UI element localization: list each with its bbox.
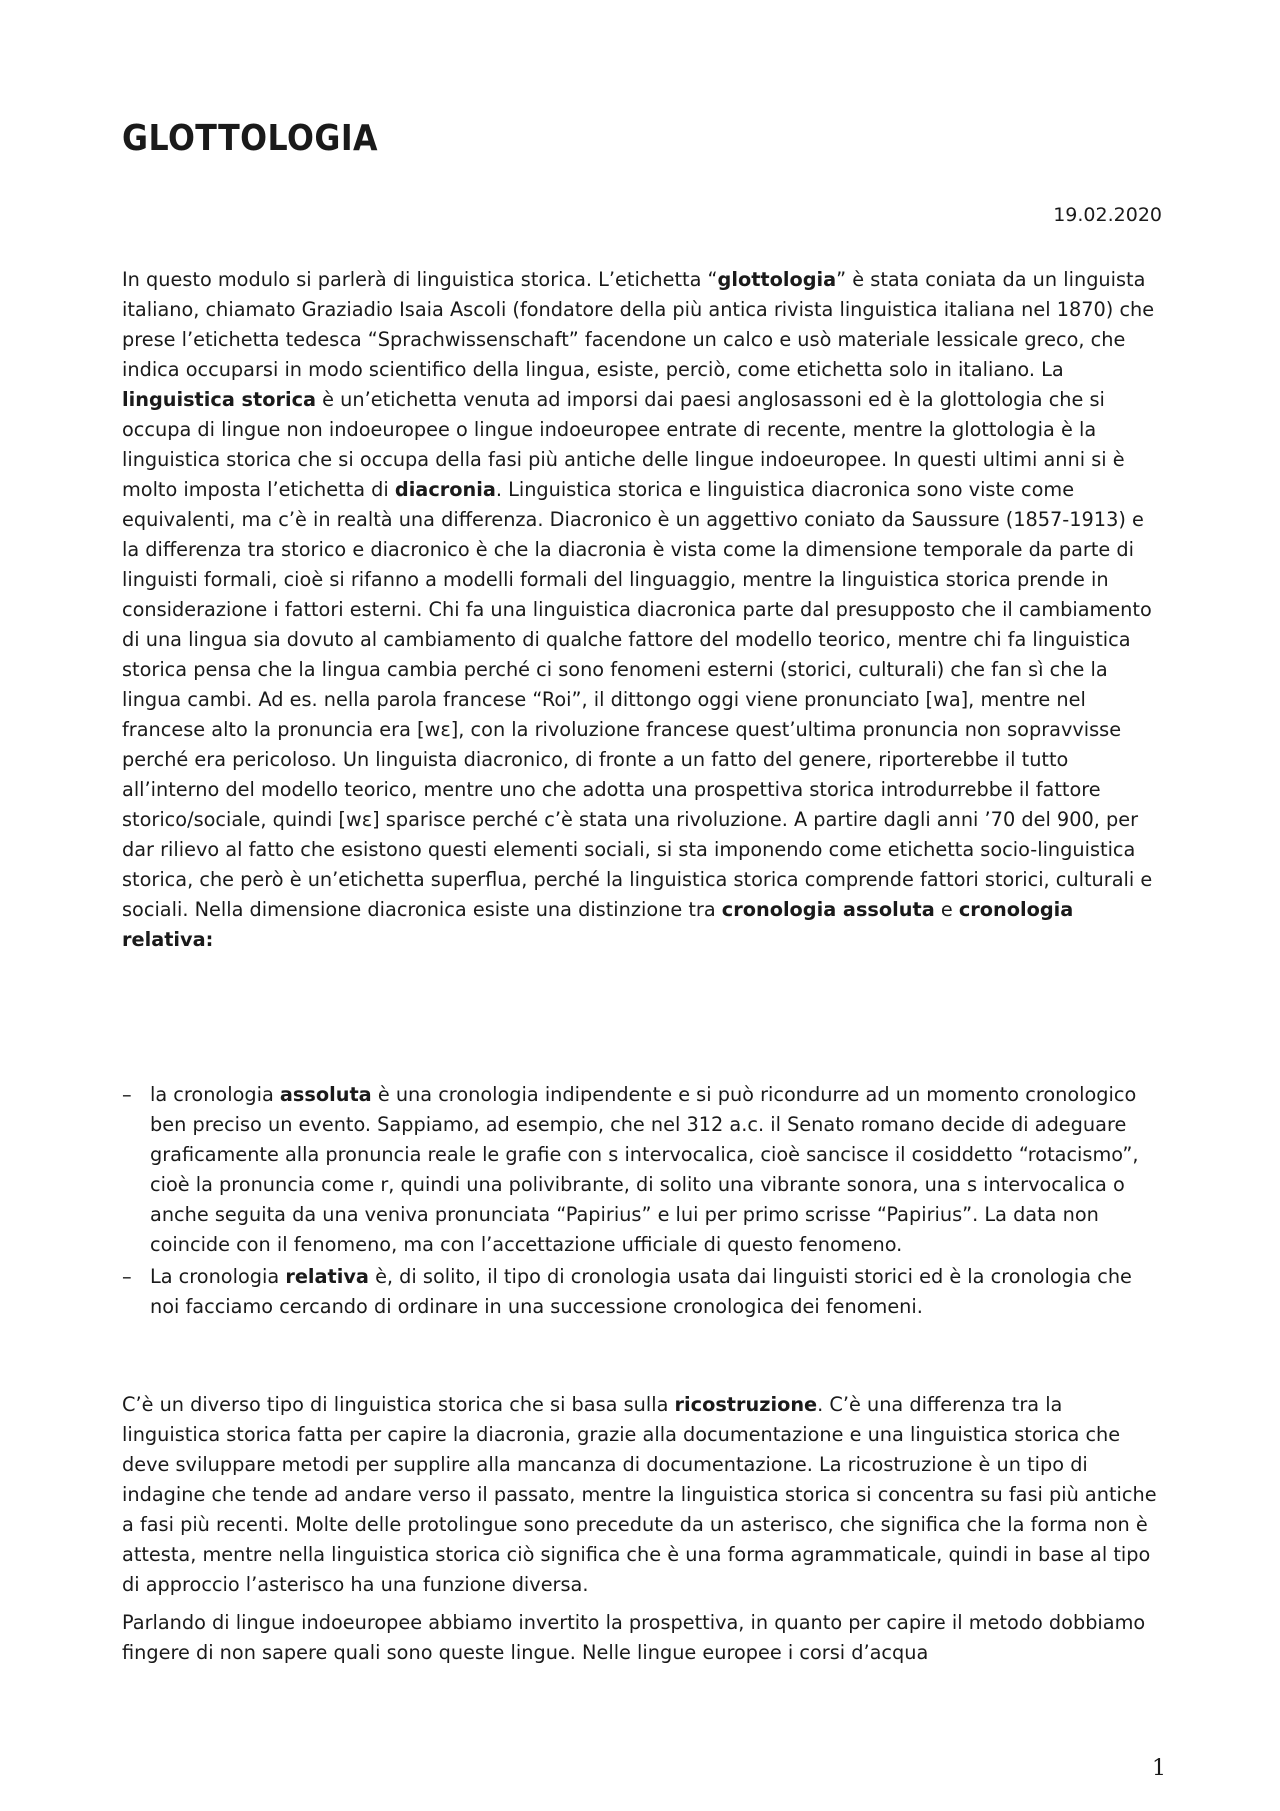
text-run: è, di solito, il tipo di cronologia usata dai linguisti storici ed è la cronologia che noi facciamo cercando di ordinare in una successione cronologica dei fenomeni. [150, 1265, 1132, 1318]
term-cronologia-relativa: cronologia relativa: [122, 898, 1074, 951]
term-glottologia: glottologia [717, 268, 837, 291]
list-item [122, 1262, 1160, 1322]
term-linguistica-storica: linguistica storica [122, 388, 317, 411]
text-run: In questo modulo si parlerà di linguistica storica. L’etichetta “ [122, 268, 718, 291]
term-ricostruzione: ricostruzione [674, 1393, 818, 1416]
term-cronologia-assoluta: cronologia assoluta [721, 898, 935, 921]
term-assoluta: assoluta [279, 1083, 372, 1106]
chronology-list [122, 1080, 1160, 1324]
text-run: La cronologia [150, 1265, 286, 1288]
list-item [122, 1080, 1160, 1260]
paragraph-intro [122, 265, 1160, 955]
text-run: e [934, 898, 959, 921]
document-title: GLOTTOLOGIA [122, 118, 379, 159]
paragraph-indoeuropee: Parlando di lingue indoeuropee abbiamo invertito la prospettiva, in quanto per capire il metodo dobbiamo fingere di non sapere quali sono queste lingue. Nelle lingue europee i corsi d’acqua [122, 1611, 1146, 1664]
paragraph-ricostruzione [122, 1390, 1160, 1600]
text-run: ” è stata coniata da un linguista italiano, chiamato Graziadio Isaia Ascoli (fondatore della più antica rivista linguistica italiana nel 1870) che prese l’etichetta tedesca “Sprachwissenschaft” facendone un calco e usò materiale lessicale greco, che indica occuparsi in modo scientifico della lingua, esiste, perciò, come etichetta solo in italiano. La [122, 268, 1155, 381]
term-relativa: relativa [285, 1265, 369, 1288]
text-run: . C’è una differenza tra la linguistica storica fatta per capire la diacronia, grazie alla documentazione e una linguistica storica che deve sviluppare metodi per supplire alla mancanza di documentazione. La ricostruzione è un tipo di indagine che tende ad andare verso il passato, mentre la linguistica storica si concentra su fasi più antiche a fasi più recenti. Molte delle protolingue sono precedute da un asterisco, che significa che la forma non è attesta, mentre nella linguistica storica ciò significa che è una forma agrammaticale, quindi in base al tipo di approccio l’asterisco ha una funzione diversa. [122, 1393, 1157, 1596]
document-date: 19.02.2020 [1053, 204, 1162, 226]
term-diacronia: diacronia [394, 478, 496, 501]
text-run: C’è un diverso tipo di linguistica storica che si basa sulla [122, 1393, 675, 1416]
page-number: 1 [1152, 1756, 1166, 1781]
text-run: la cronologia [150, 1083, 280, 1106]
text-run: è una cronologia indipendente e si può ricondurre ad un momento cronologico ben preciso un evento. Sappiamo, ad esempio, che nel 312 a.c. il Senato romano decide di adeguare graficamente alla pronuncia reale le grafie con s intervocalica, cioè sancisce il cosiddetto “rotacismo”, cioè la pronuncia come r, quindi una polivibrante, di solito una vibrante sonora, una s intervocalica o anche seguita da una veniva pronunciata “Papirius” e lui per primo scrisse “Papirius”. La data non coincide con il fenomeno, ma con l’accettazione ufficiale di questo fenomeno. [150, 1083, 1139, 1256]
text-run: è un’etichetta venuta ad imporsi dai paesi anglosassoni ed è la glottologia che si occupa di lingue non indoeuropee o lingue indoeuropee entrate di recente, mentre la glottologia è la linguistica storica che si occupa della fasi più antiche delle lingue indoeuropee. In questi ultimi anni si è molto imposta l’etichetta di [122, 388, 1125, 501]
dash-bullet: – [122, 1083, 132, 1106]
dash-bullet: – [122, 1265, 132, 1288]
text-run: . Linguistica storica e linguistica diacronica sono viste come equivalenti, ma c’è in realtà una differenza. Diacronico è un aggettivo coniato da Saussure (1857-1913) e la differenza tra storico e diacronico è che la diacronia è vista come la dimensione temporale da parte di linguisti formali, cioè si rifanno a modelli formali del linguaggio, mentre la linguistica storica prende in considerazione i fattori esterni. Chi fa una linguistica diacronica parte dal presupposto che il cambiamento di una lingua sia dovuto al cambiamento di qualche fattore del modello teorico, mentre chi fa linguistica storica pensa che la lingua cambia perché ci sono fenomeni esterni (storici, culturali) che fan sì che la lingua cambi. Ad es. nella parola francese “Roi”, il dittongo oggi viene pronunciato [wa], mentre nel francese alto la pronuncia era [wɛ], con la rivoluzione francese quest’ultima pronuncia non sopravvisse perché era pericoloso. Un linguista diacronico, di fronte a un fatto del genere, riporterebbe il tutto all’interno del modello teorico, mentre uno che adotta una prospettiva storica introdurrebbe il fattore storico/sociale, quindi [wɛ] sparisce perché c’è stata una rivoluzione. A partire dagli anni ’70 del 900, per dar rilievo al fatto che esistono questi elementi sociali, si sta imponendo come etichetta socio-linguistica storica, che però è un’etichetta superflua, perché la linguistica storica comprende fattori storici, culturali e sociali. Nella dimensione diacronica esiste una distinzione tra [122, 478, 1153, 921]
